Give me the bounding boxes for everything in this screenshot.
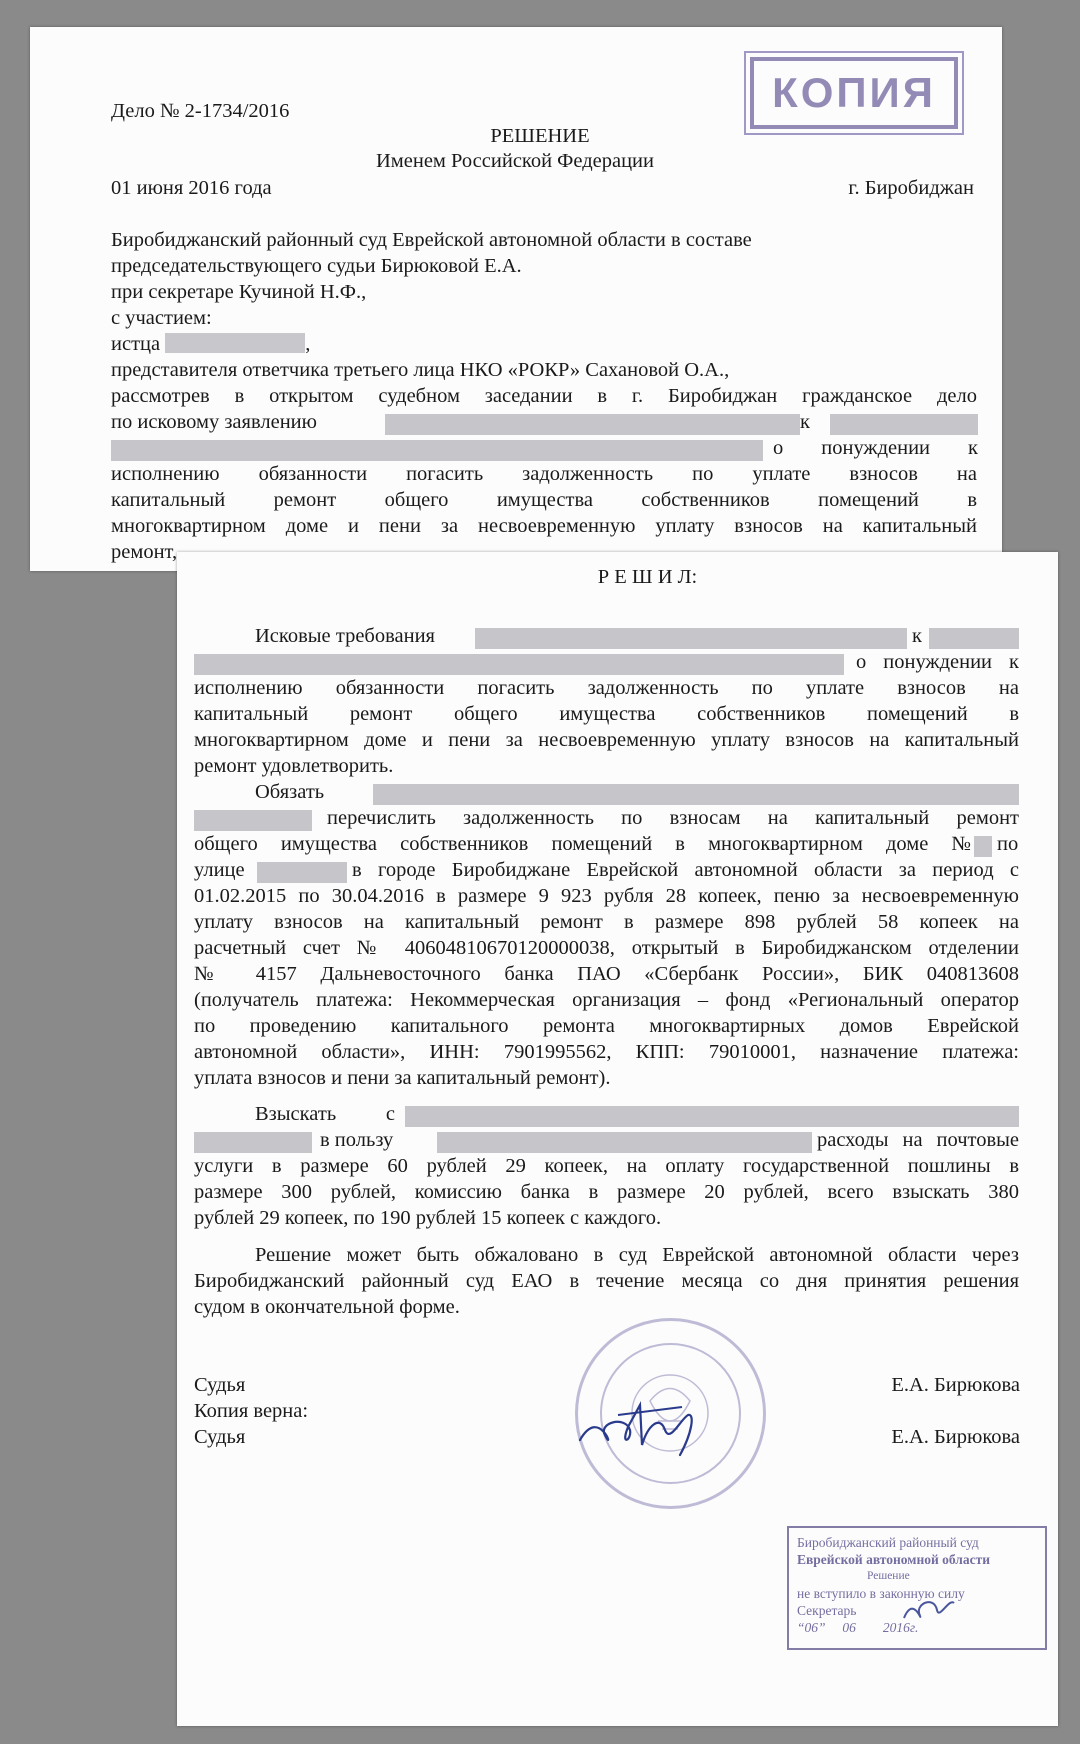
stamp-date: “06” 06 2016г. <box>797 1620 919 1635</box>
body-line: 01.02.2015 по 30.04.2016 в размере 9 923 рубля 28 копеек, пеню за несвоевременную <box>194 885 1019 907</box>
body-line: в городе Биробиджане Еврейской автономной области за период с <box>352 859 1019 881</box>
judge-name: Е.А. Бирюкова <box>891 1426 1020 1448</box>
body-line: по <box>997 833 1019 855</box>
body-line: ремонт удовлетворить. <box>194 755 394 777</box>
redaction-block <box>437 1132 812 1153</box>
body-line: Решение может быть обжаловано в суд Еврейской автономной области через <box>255 1244 1019 1266</box>
court-line: председательствующего судьи Бирюковой Е.А. <box>111 255 522 277</box>
plaintiff-line <box>111 331 310 357</box>
redaction-block <box>373 784 1019 805</box>
body-line: капитальный ремонт общего имущества собственников помещений в <box>111 489 977 511</box>
body-line: Обязать <box>255 781 325 803</box>
document-page-1 <box>30 27 1002 571</box>
redaction-block <box>475 628 907 649</box>
stamp-status-line: не вступило в законную силу <box>797 1586 965 1601</box>
judge-name: Е.А. Бирюкова <box>891 1374 1020 1396</box>
copy-certified-label: Копия верна: <box>194 1400 309 1422</box>
body-line: расчетный счет № 40604810670120000038, открытый в Биробиджанском отделении <box>194 937 1019 959</box>
secretary-line: при секретаре Кучиной Н.Ф., <box>111 281 367 303</box>
body-line: о понуждении к <box>856 651 1019 673</box>
redaction-block <box>929 628 1019 649</box>
legal-force-stamp <box>787 1526 1047 1650</box>
stamp-decision-line: Решение <box>867 1570 910 1582</box>
court-line: Биробиджанский районный суд Еврейской автономной области в составе <box>111 229 752 251</box>
redaction-block <box>111 440 763 461</box>
redaction-block <box>165 333 305 353</box>
body-line: уплата взносов и пени за капитальный ремонт). <box>194 1067 611 1089</box>
copy-stamp <box>750 57 958 129</box>
document-subtitle: Именем Российской Федерации <box>375 150 654 172</box>
body-line: судом в окончательной форме. <box>194 1296 460 1318</box>
stamp-region-line: Еврейской автономной области <box>797 1552 991 1567</box>
redaction-block <box>194 810 312 831</box>
body-line: уплату взносов на капитальный ремонт в размере 898 рублей 58 копеек на <box>194 911 1019 933</box>
body-line: улице <box>194 859 245 881</box>
decision-city: г. Биробиджан <box>848 177 974 199</box>
body-line: Биробиджанский районный суд ЕАО в течение месяца со дня принятия решения <box>194 1270 1019 1292</box>
judge-label: Судья <box>194 1426 246 1448</box>
body-line: исполнению обязанности погасить задолженность по уплате взносов на <box>111 463 977 485</box>
body-line: рублей 29 копеек, по 190 рублей 15 копеек с каждого. <box>194 1207 662 1229</box>
case-number: Дело № 2-1734/2016 <box>111 100 290 122</box>
judge-label: Судья <box>194 1374 246 1396</box>
body-line: расходы на почтовые <box>817 1129 1019 1151</box>
body-line: к <box>800 411 810 433</box>
participation-line: с участием: <box>111 307 212 329</box>
judge-signature-icon <box>570 1385 710 1475</box>
representative-line: представителя ответчика третьего лица НКО «РОКР» Сахановой О.А., <box>111 359 730 381</box>
redaction-block <box>194 654 844 675</box>
body-line: в пользу <box>320 1129 394 1151</box>
body-line: по проведению капитального ремонта многоквартирных домов Еврейской <box>194 1015 1019 1037</box>
redaction-block <box>405 1106 1019 1127</box>
body-line: Взыскать с <box>255 1103 395 1125</box>
plaintiff-suffix: , <box>305 333 311 355</box>
redaction-block <box>830 414 978 435</box>
redaction-block <box>974 836 992 857</box>
body-line: общего имущества собственников помещений в многоквартирном доме № <box>194 833 971 855</box>
body-line: капитальный ремонт общего имущества собственников помещений в <box>194 703 1019 725</box>
body-line: рассмотрев в открытом судебном заседании в г. Биробиджан гражданское дело <box>111 385 977 407</box>
operative-heading: Р Е Ш И Л: <box>597 566 698 588</box>
secretary-signature-icon <box>899 1588 959 1632</box>
body-line: ремонт, <box>111 541 178 563</box>
body-line: размере 300 рублей, комиссию банка в размере 20 рублей, всего взыскать 380 <box>194 1181 1019 1203</box>
decision-date: 01 июня 2016 года <box>111 177 272 199</box>
body-line: многоквартирном доме и пени за несвоевременную уплату взносов на капитальный <box>111 515 977 537</box>
body-line: Исковые требования <box>255 625 435 647</box>
copy-stamp-text: КОПИЯ <box>772 69 936 116</box>
redaction-block <box>385 414 800 435</box>
body-line: многоквартирном доме и пени за несвоевременную уплату взносов на капитальный <box>194 729 1019 751</box>
body-line: автономной области», ИНН: 7901995562, КПП: 79010001, назначение платежа: <box>194 1041 1019 1063</box>
body-line: к <box>912 625 922 647</box>
redaction-block <box>194 1132 312 1153</box>
body-line: о понуждении к <box>773 437 978 459</box>
body-line: № 4157 Дальневосточного банка ПАО «Сбербанк России», БИК 040813608 <box>194 963 1019 985</box>
body-line: (получатель платежа: Некоммерческая организация – фонд «Региональный оператор <box>194 989 1019 1011</box>
body-line: по исковому заявлению <box>111 411 317 433</box>
body-line: услуги в размере 60 рублей 29 копеек, на оплату государственной пошлины в <box>194 1155 1019 1177</box>
body-line: перечислить задолженность по взносам на капитальный ремонт <box>327 807 1019 829</box>
stamp-court-line: Биробиджанский районный суд <box>797 1535 979 1550</box>
redaction-block <box>257 862 347 883</box>
plaintiff-prefix: истца <box>111 333 161 355</box>
body-line: исполнению обязанности погасить задолженность по уплате взносов на <box>194 677 1019 699</box>
document-title: РЕШЕНИЕ <box>490 125 590 147</box>
stamp-secretary-line: Секретарь <box>797 1603 857 1618</box>
